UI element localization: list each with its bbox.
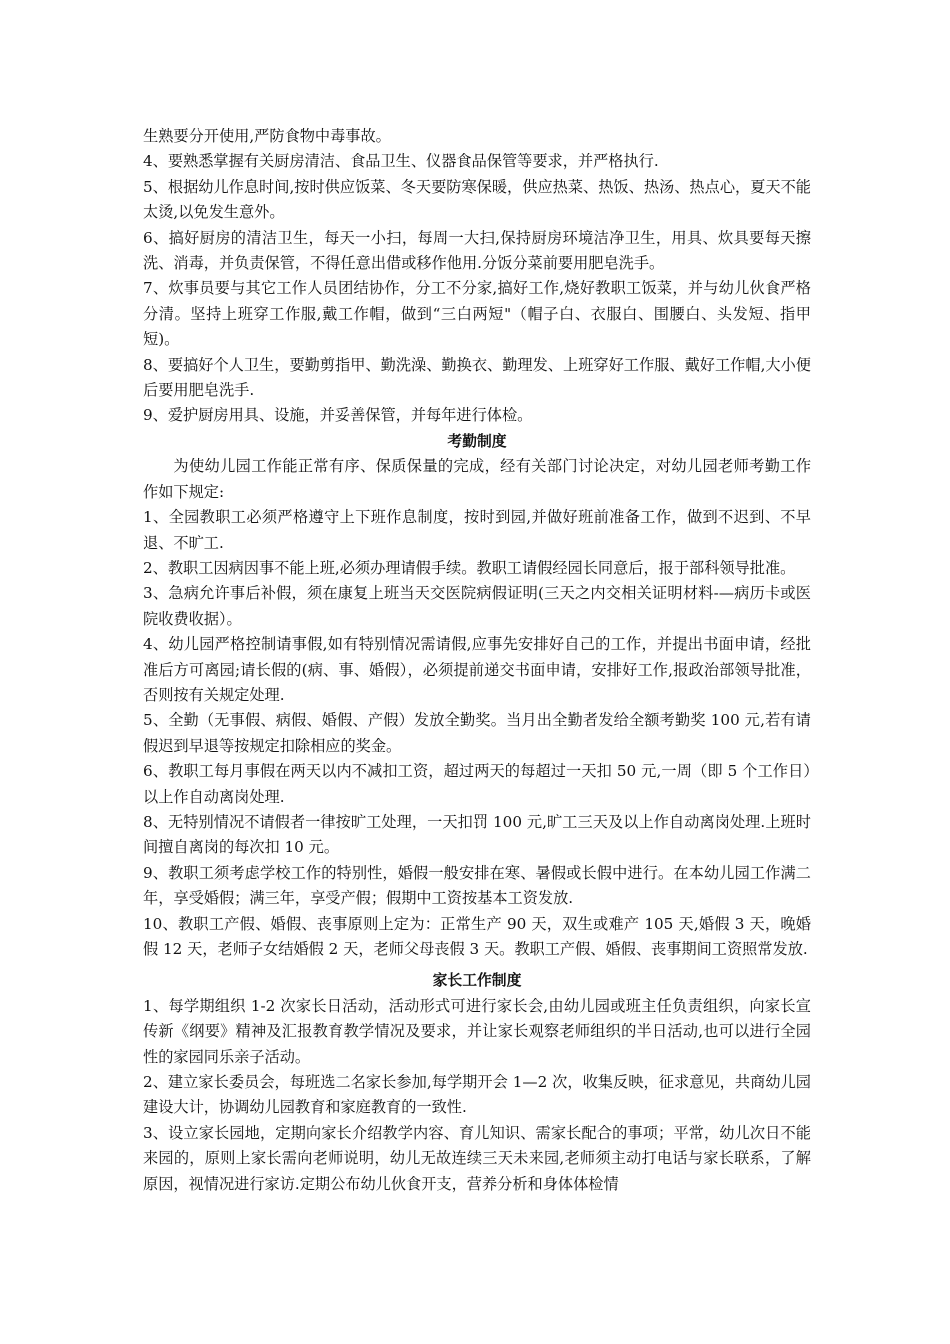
attendance-rule-3: 3、急病允许事后补假，须在康复上班当天交医院病假证明(三天之内交相关证明材料-—病历卡或医院收费收据）。 xyxy=(143,584,811,628)
parent-rule-2: 2、建立家长委员会，每班选二名家长参加,每学期开会 1—2 次，收集反映，征求意见，共商幼儿园建设大计，协调幼儿园教育和家庭教育的一致性. xyxy=(143,1073,811,1117)
kitchen-rule-continued: 生熟要分开使用,严防食物中毒事故。 xyxy=(143,127,391,145)
attendance-rule-4: 4、幼儿园严格控制请事假,如有特别情况需请假,应事先安排好自己的工作，并提出书面申请，经批准后方可离园;请长假的(病、事、婚假），必须提前递交书面申请，安排好工作,报政治部领导批准，否则按有关规定处理. xyxy=(143,635,811,704)
attendance-section xyxy=(143,429,811,963)
attendance-rule-1: 1、全园教职工必须严格遵守上下班作息制度，按时到园,并做好班前准备工作，做到不迟到、不早退、不旷工. xyxy=(143,508,811,552)
kitchen-rule-6: 6、搞好厨房的清洁卫生，每天一小扫，每周一大扫,保持厨房环境洁净卫生，用具、炊具要每天擦洗、消毒，并负责保管，不得任意出借或移作他用.分饭分菜前要用肥皂洗手。 xyxy=(143,228,811,273)
kitchen-rule-9: 9、爱护厨房用具、设施，并妥善保管，并每年进行体检。 xyxy=(143,406,533,425)
parent-work-section xyxy=(143,968,811,1197)
kitchen-rule-4: 4、要熟悉掌握有关厨房清洁、食品卫生、仪器食品保管等要求，并严格执行. xyxy=(143,152,659,171)
attendance-rule-5: 5、全勤（无事假、病假、婚假、产假）发放全勤奖。当月出全勤者发给全额考勤奖 100 元,若有请假迟到早退等按规定扣除相应的奖金。 xyxy=(143,711,811,755)
kitchen-rule-7: 7、炊事员要与其它工作人员团结协作，分工不分家,搞好工作,烧好教职工饭菜，并与幼儿伙食严格分清。坚持上班穿工作服,戴工作帽，做到“三白两短"（帽子白、衣服白、围腰白、头发短、指甲短)。 xyxy=(143,279,811,349)
parent-work-section-title: 家长工作制度 xyxy=(432,972,522,990)
attendance-rule-6: 6、教职工每月事假在两天以内不减扣工资，超过两天的每超过一天扣 50 元,一周（即 5 个工作日）以上作自动离岗处理. xyxy=(143,762,811,806)
attendance-section-title: 考勤制度 xyxy=(447,432,507,450)
attendance-rule-2: 2、教职工因病因事不能上班,必须办理请假手续。教职工请假经园长同意后，报于部科领导批准。 xyxy=(143,558,796,577)
attendance-intro: 为使幼儿园工作能正常有序、保质保量的完成，经有关部门讨论决定，对幼儿园老师考勤工作作如下规定: xyxy=(143,457,811,501)
parent-rule-3: 3、设立家长园地，定期向家长介绍教学内容、育儿知识、需家长配合的事项；平常，幼儿次日不能来园的，原则上家长需向老师说明，幼儿无故连续三天未来园,老师须主动打电话与家长联系，了解原因，视情况进行家访.定期公布幼儿伙食开支，营养分析和身体体检情 xyxy=(143,1123,811,1193)
kitchen-rule-8: 8、要搞好个人卫生，要勤剪指甲、勤洗澡、勤换衣、勤理发、上班穿好工作服、戴好工作帽,大小便后要用肥皂洗手. xyxy=(143,355,811,400)
attendance-rule-10: 10、教职工产假、婚假、丧事原则上定为：正常生产 90 天，双生或难产 105 天,婚假 3 天，晚婚假 12 天，老师子女结婚假 2 天，老师父母丧假 3 天。教职工产假、婚假、丧事期间工资照常发放. xyxy=(143,914,811,958)
kitchen-rule-5: 5、根据幼儿作息时间,按时供应饭菜、冬天要防寒保暖，供应热菜、热饭、热汤、热点心，夏天不能太烫,以免发生意外。 xyxy=(143,177,811,222)
document-page xyxy=(143,124,811,1197)
parent-rule-1: 1、每学期组织 1-2 次家长日活动，活动形式可进行家长会,由幼儿园或班主任负责组织，向家长宣传新《纲要》精神及汇报教育教学情况及要求，并让家长观察老师组织的半日活动,也可以进行全园性的家园同乐亲子活动。 xyxy=(143,996,811,1066)
attendance-rule-8: 8、无特别情况不请假者一律按旷工处理，一天扣罚 100 元,旷工三天及以上作自动离岗处理.上班时间擅自离岗的每次扣 10 元。 xyxy=(143,812,811,857)
kitchen-rules-section xyxy=(143,124,811,429)
attendance-rule-9: 9、教职工须考虑学校工作的特别性，婚假一般安排在寒、暑假或长假中进行。在本幼儿园工作满二年，享受婚假；满三年，享受产假；假期中工资按基本工资发放. xyxy=(143,863,811,908)
